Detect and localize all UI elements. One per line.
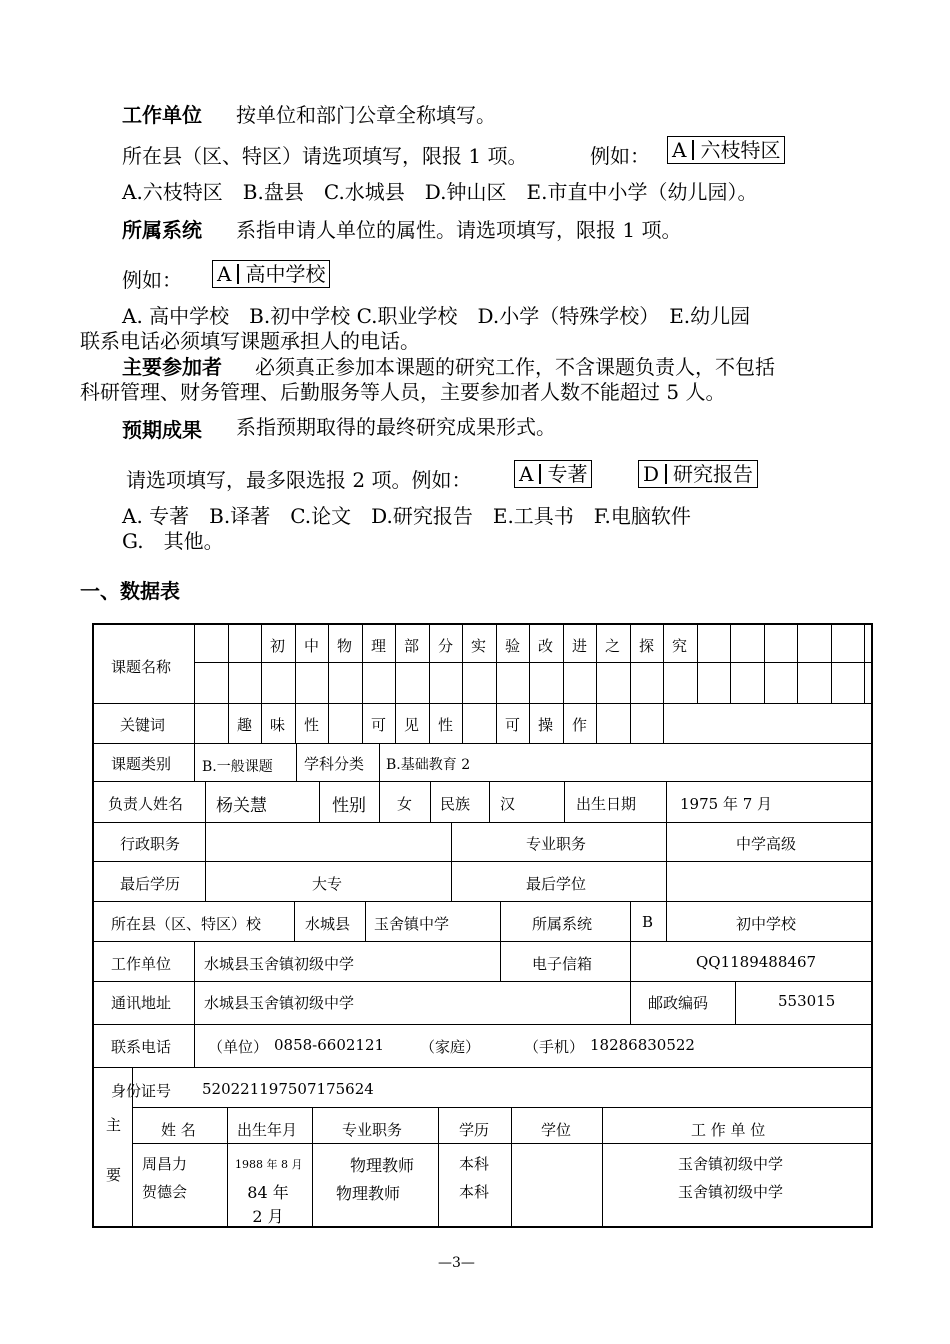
participants-text-1: 必须真正参加本课题的研究工作，不含课题负责人，不包括 [255, 355, 775, 379]
member-header-birth: 出生年月 [237, 1121, 298, 1139]
county-example-label: 例如： [590, 144, 650, 168]
results-options-1: A. 专著 B.译著 C.论文 D.研究报告 E.工具书 F.电脑软件 [122, 504, 691, 528]
system-label: 所属系统 [532, 915, 593, 933]
member-header-unit: 工 作 单 位 [691, 1121, 766, 1139]
topic-char: 中 [303, 637, 319, 655]
keywords-label: 关键词 [120, 716, 166, 734]
system-text: 系指申请人单位的属性。请选项填写，限报 1 项。 [236, 218, 682, 242]
member-title: 物理教师 [350, 1156, 415, 1175]
phone-note: 联系电话必须填写课题承担人的电话。 [80, 329, 420, 353]
section-title: 一、数据表 [80, 579, 180, 603]
subject-value: B.基础教育 2 [386, 757, 471, 773]
gender-value: 女 [397, 795, 413, 813]
prof-label: 专业职务 [526, 835, 587, 853]
county-label: 所在县（区、特区）校 [111, 915, 262, 933]
member-unit: 玉舍镇初级中学 [678, 1183, 784, 1201]
member-unit: 玉舍镇初级中学 [678, 1155, 784, 1173]
keyword-char: 味 [269, 716, 285, 734]
county-text: 所在县（区、特区）请选项填写，限报 1 项。 [122, 144, 528, 168]
topic-char: 理 [370, 637, 386, 655]
topic-char: 分 [437, 637, 453, 655]
keyword-char: 操 [537, 716, 553, 734]
ethnic-value: 汉 [500, 795, 516, 813]
keyword-char: 性 [303, 716, 319, 734]
work-unit-heading: 工作单位 [122, 103, 202, 127]
county-example-box: A 六枝特区 [667, 136, 785, 164]
system-code: B [642, 913, 654, 931]
admin-label: 行政职务 [120, 835, 181, 853]
topic-char: 物 [336, 637, 352, 655]
unit-value: 水城县玉舍镇初级中学 [204, 955, 355, 973]
members-side-1: 主 [106, 1116, 122, 1134]
member-header-degree: 学位 [541, 1121, 572, 1139]
topic-char: 究 [671, 637, 687, 655]
birth-label: 出生日期 [576, 795, 637, 813]
member-edu: 本科 [459, 1155, 490, 1173]
system-example-box: A 高中学校 [212, 260, 330, 288]
address-value: 水城县玉舍镇初级中学 [204, 994, 355, 1012]
id-label: 身份证号 [111, 1082, 172, 1100]
school-value: 玉舍镇中学 [374, 915, 450, 933]
birth-value: 1975 年 7 月 [680, 795, 773, 813]
data-table [92, 623, 873, 1228]
system-heading: 所属系统 [122, 218, 202, 242]
keyword-char: 作 [571, 716, 587, 734]
system-example-label: 例如： [122, 268, 182, 292]
unit-label: 工作单位 [111, 955, 172, 973]
work-unit-text: 按单位和部门公章全称填写。 [236, 103, 496, 127]
postcode-value: 553015 [778, 992, 836, 1010]
topic-char: 之 [604, 637, 620, 655]
topic-label: 课题名称 [111, 658, 172, 676]
phone-work-label: （单位） [208, 1038, 269, 1056]
phone-mobile-value: 18286830522 [590, 1036, 695, 1054]
page-number: —3— [438, 1255, 475, 1271]
county-options: A.六枝特区 B.盘县 C.水城县 D.钟山区 E.市直中小学（幼儿园）。 [122, 180, 758, 204]
member-header-name: 姓 名 [161, 1121, 196, 1139]
results-select-text: 请选项填写，最多限选报 2 项。例如： [126, 468, 472, 492]
county-value: 水城县 [305, 915, 351, 933]
results-example-2: D 研究报告 [638, 460, 758, 488]
id-value: 520221197507175624 [202, 1080, 374, 1098]
topic-char: 初 [269, 637, 285, 655]
topic-char: 验 [504, 637, 520, 655]
member-name: 周昌力 [142, 1155, 188, 1173]
member-name: 贺德会 [142, 1183, 188, 1201]
system-value: 初中学校 [736, 915, 797, 933]
email-value: QQ1189488467 [696, 953, 817, 971]
keyword-char: 见 [403, 716, 419, 734]
ethnic-label: 民族 [440, 795, 471, 813]
keyword-char: 可 [370, 716, 386, 734]
gender-label: 性别 [332, 796, 366, 816]
keyword-char: 趣 [236, 716, 252, 734]
members-side-2: 要 [106, 1166, 122, 1184]
leader-value: 杨关慧 [216, 796, 267, 816]
category-value: B.一般课题 [202, 759, 273, 775]
member-header-title: 专业职务 [342, 1121, 403, 1139]
subject-label: 学科分类 [304, 755, 365, 773]
prof-value: 中学高级 [736, 835, 797, 853]
phone-mobile-label: （手机） [524, 1038, 585, 1056]
results-options-2: G. 其他。 [122, 529, 224, 553]
member-header-edu: 学历 [459, 1121, 490, 1139]
phone-label: 联系电话 [111, 1038, 172, 1056]
member-title: 物理教师 [336, 1184, 401, 1203]
category-label: 课题类别 [111, 755, 172, 773]
address-label: 通讯地址 [111, 994, 172, 1012]
topic-char: 改 [537, 637, 553, 655]
edu-value: 大专 [312, 875, 343, 893]
keyword-char: 性 [437, 716, 453, 734]
results-text: 系指预期取得的最终研究成果形式。 [236, 415, 556, 439]
leader-label: 负责人姓名 [108, 795, 184, 813]
results-example-1: A 专著 [514, 460, 592, 488]
phone-work-value: 0858-6602121 [274, 1036, 385, 1054]
topic-char: 探 [638, 637, 654, 655]
edu-label: 最后学历 [120, 875, 181, 893]
topic-char: 进 [571, 637, 587, 655]
topic-char: 实 [470, 637, 486, 655]
system-options: A. 高中学校 B.初中学校 C.职业学校 D.小学（特殊学校） E.幼儿园 [122, 304, 751, 328]
degree-label: 最后学位 [526, 875, 587, 893]
postcode-label: 邮政编码 [648, 994, 709, 1012]
keyword-char: 可 [504, 716, 520, 734]
results-heading: 预期成果 [122, 418, 202, 442]
member-birth: 84 年 2 月 [247, 1183, 289, 1226]
phone-home-label: （家庭） [420, 1038, 481, 1056]
participants-heading: 主要参加者 [122, 355, 222, 379]
email-label: 电子信箱 [532, 955, 593, 973]
topic-char: 部 [403, 637, 419, 655]
member-birth: 1988 年 8 月 [235, 1158, 303, 1171]
participants-text-2: 科研管理、财务管理、后勤服务等人员，主要参加者人数不能超过 5 人。 [80, 380, 726, 404]
member-edu: 本科 [459, 1183, 490, 1201]
